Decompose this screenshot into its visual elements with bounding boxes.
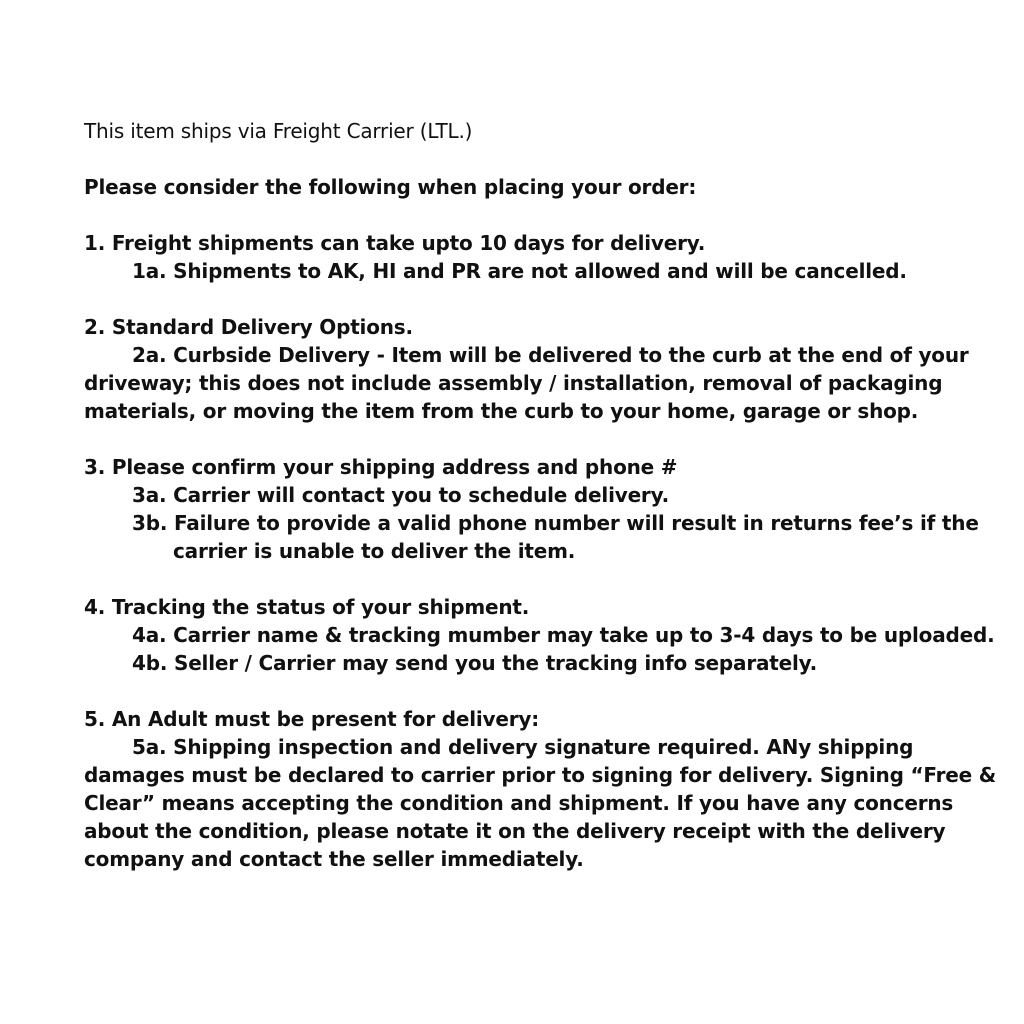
shipping-notice <box>84 117 996 873</box>
spacer <box>84 145 989 173</box>
section-2a-line-3: materials, or moving the item from the curb to your home, garage or shop. <box>84 399 919 423</box>
section-2a-line-1: 2a. Curbside Delivery - Item will be delivered to the curb at the end of your <box>132 343 969 367</box>
section-3b-line-2: carrier is unable to deliver the item. <box>173 539 576 563</box>
section-5a-line-1: 5a. Shipping inspection and delivery signature required. ANy shipping <box>132 735 914 759</box>
section-1a-text: 1a. Shipments to AK, HI and PR are not allowed and will be cancelled. <box>132 259 907 283</box>
section-4b-text: 4b. Seller / Carrier may send you the tracking info separately. <box>132 651 818 675</box>
ships-via-line: This item ships via Freight Carrier (LTL.) <box>84 119 473 143</box>
section-5a-line-2: damages must be declared to carrier prior to signing for delivery. Signing “Free & <box>84 763 996 787</box>
section-2-title: 2. Standard Delivery Options. <box>84 315 413 339</box>
spacer <box>84 201 989 229</box>
spacer <box>84 425 989 453</box>
section-3-title: 3. Please confirm your shipping address and phone # <box>84 455 678 479</box>
section-5-title: 5. An Adult must be present for delivery: <box>84 707 540 731</box>
section-5a-line-3: Clear” means accepting the condition and shipment. If you have any concerns <box>84 791 954 815</box>
section-3b-line-1: 3b. Failure to provide a valid phone number will result in returns fee’s if the <box>132 511 979 535</box>
section-5a-line-5: company and contact the seller immediately. <box>84 847 584 871</box>
section-1-title: 1. Freight shipments can take upto 10 days for delivery. <box>84 231 706 255</box>
section-4-title: 4. Tracking the status of your shipment. <box>84 595 530 619</box>
spacer <box>84 565 989 593</box>
section-2a-line-2: driveway; this does not include assembly / installation, removal of packaging <box>84 371 943 395</box>
section-5a-line-4: about the condition, please notate it on the delivery receipt with the delivery <box>84 819 946 843</box>
section-3a-text: 3a. Carrier will contact you to schedule delivery. <box>132 483 669 507</box>
section-4a-text: 4a. Carrier name & tracking mumber may take up to 3-4 days to be uploaded. <box>132 623 995 647</box>
spacer <box>84 285 989 313</box>
consider-heading: Please consider the following when placing your order: <box>84 175 697 199</box>
spacer <box>84 677 989 705</box>
